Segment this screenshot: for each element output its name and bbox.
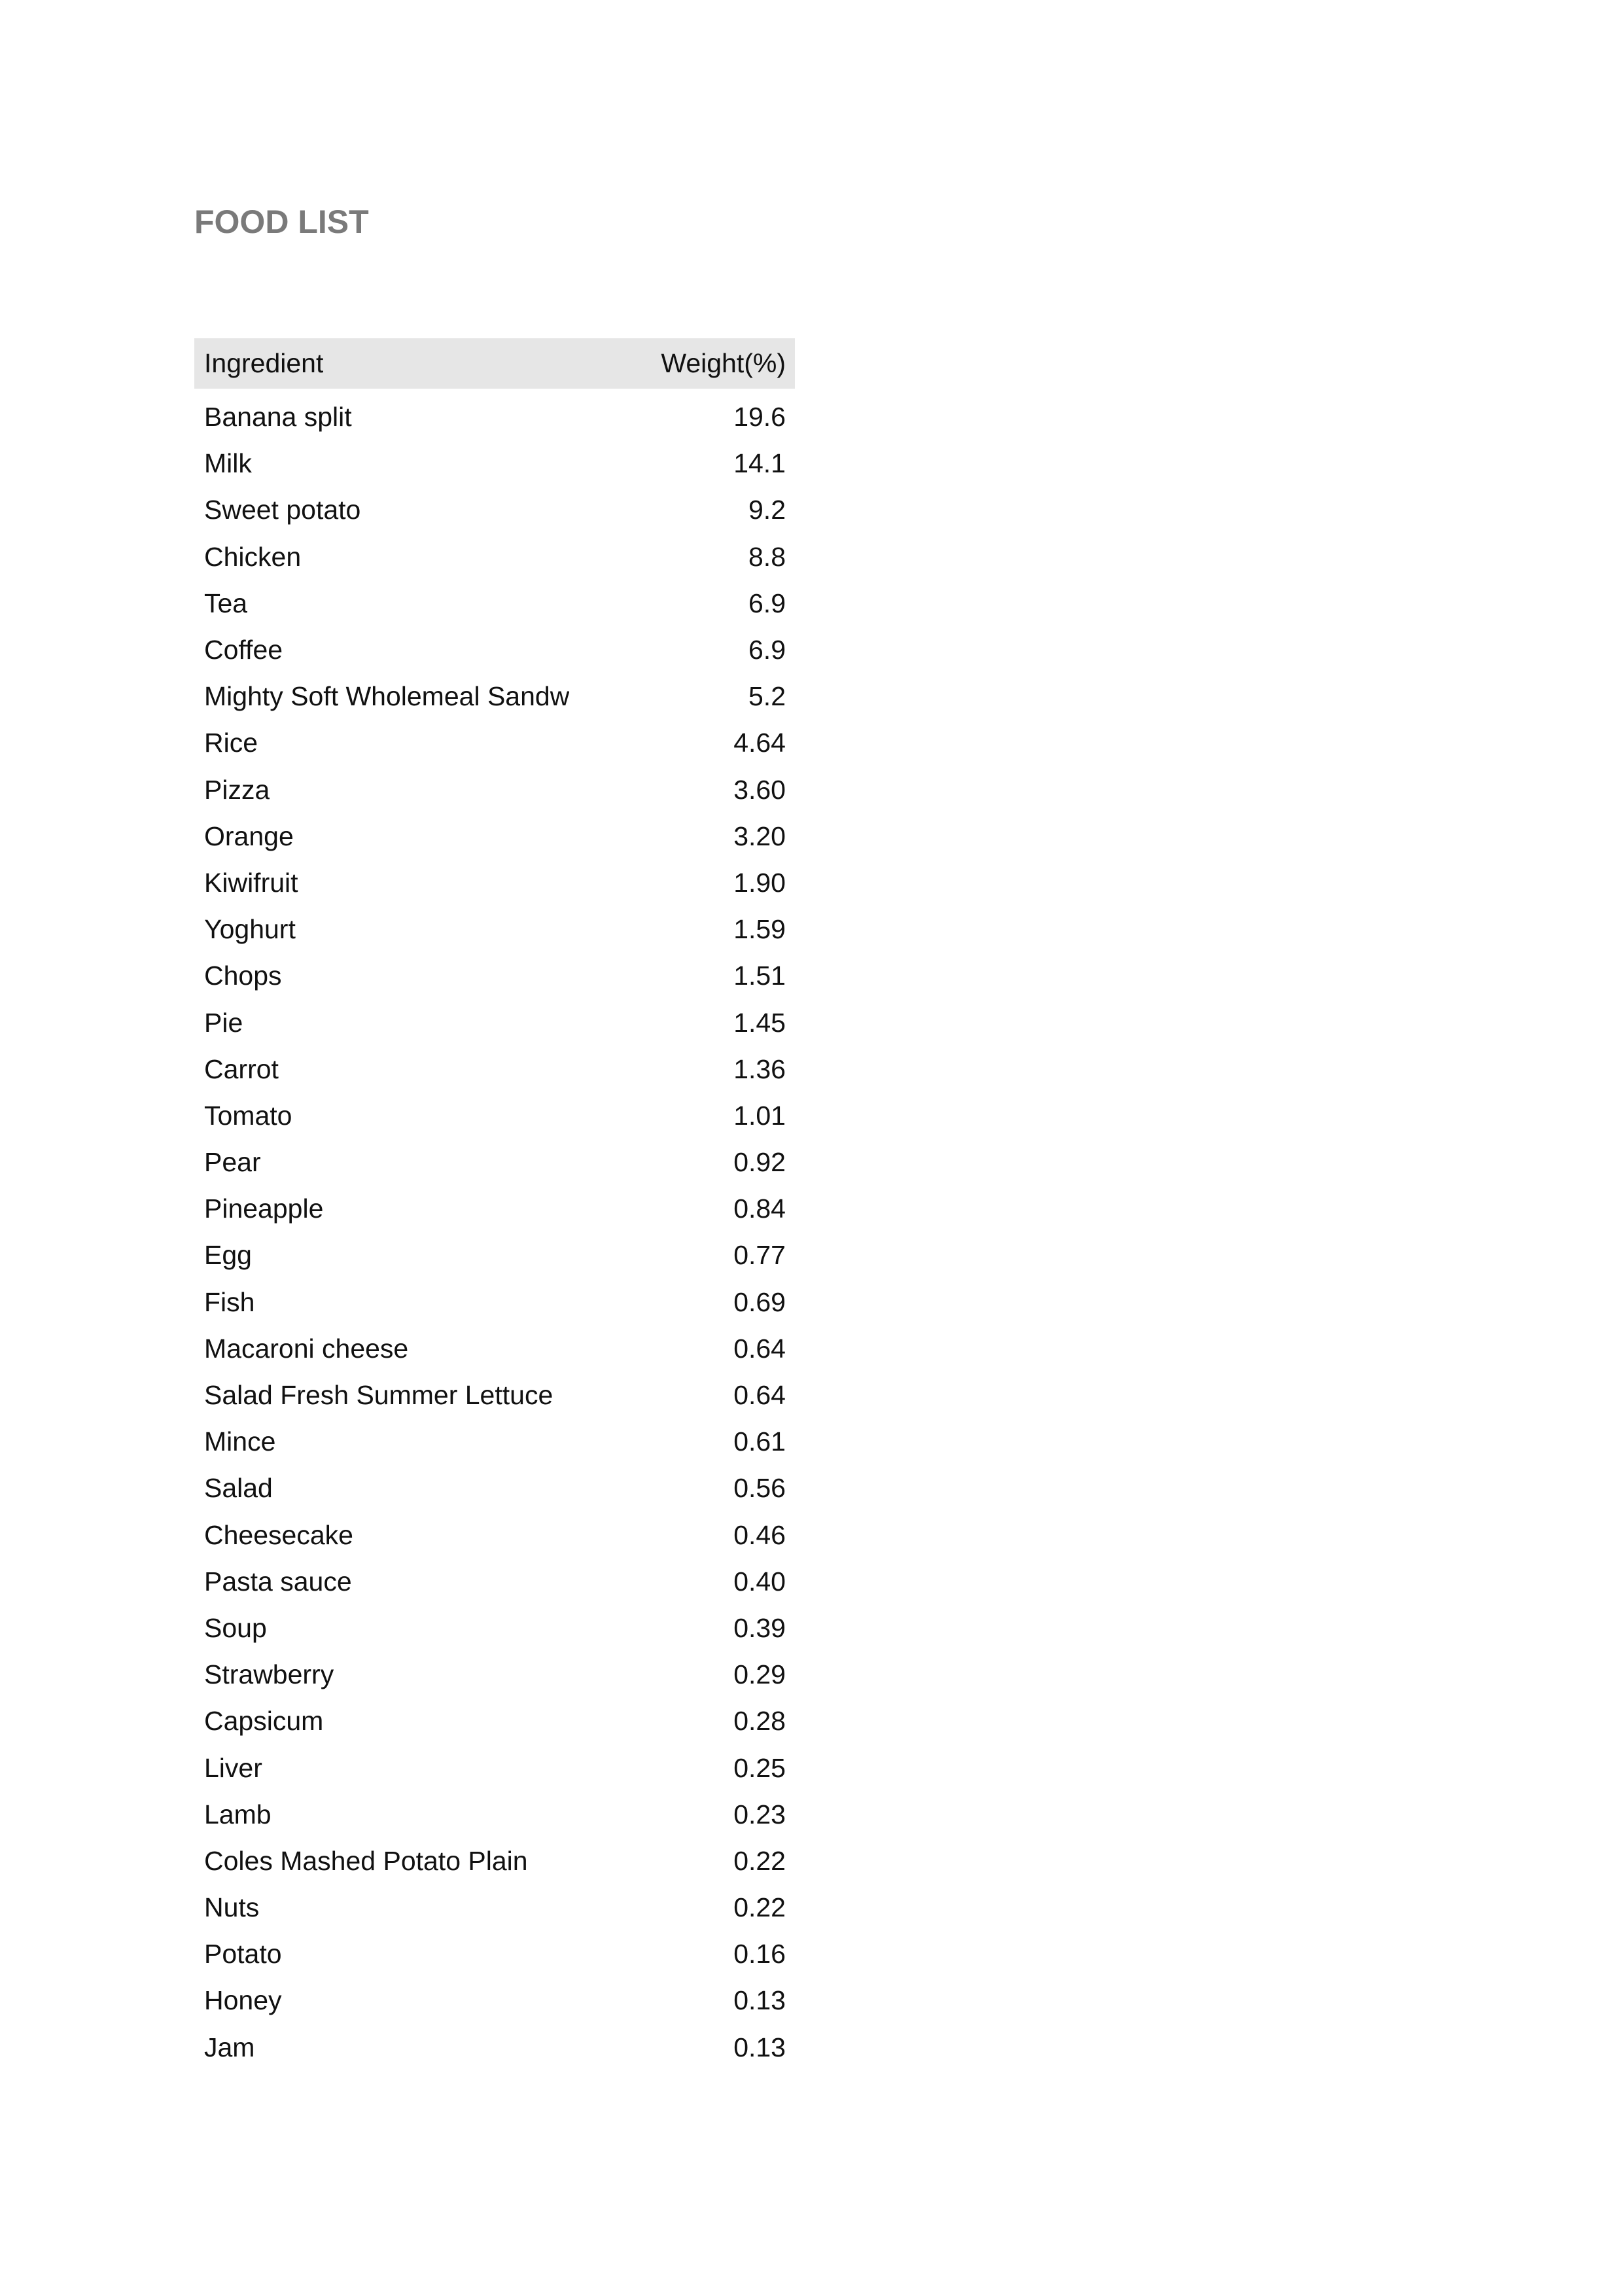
ingredient-name: Jam [204,2032,255,2062]
ingredient-weight: 1.51 [733,961,786,991]
table-row [194,860,795,906]
page-title: FOOD LIST [194,203,369,240]
table-row [194,906,795,953]
table-row [194,1559,795,1605]
ingredient-name: Lamb [204,1799,272,1829]
ingredient-weight: 4.64 [733,728,786,758]
ingredient-name: Potato [204,1939,282,1969]
table-row [194,1465,795,1511]
table-row [194,580,795,627]
table-row [194,767,795,813]
ingredient-weight: 0.92 [733,1147,786,1178]
table-row [194,534,795,580]
ingredient-name: Pear [204,1147,261,1178]
ingredient-name: Pasta sauce [204,1566,352,1597]
ingredient-weight: 0.77 [733,1240,786,1271]
ingredient-name: Pizza [204,774,270,805]
ingredient-weight: 14.1 [733,448,786,479]
ingredient-weight: 1.59 [733,914,786,945]
table-row [194,1838,795,1884]
table-row [194,487,795,533]
ingredient-weight: 5.2 [748,681,786,712]
table-row [194,1372,795,1419]
ingredient-weight: 0.13 [733,1985,786,2016]
ingredient-weight: 19.6 [733,402,786,433]
ingredient-name: Coffee [204,635,283,665]
ingredient-weight: 0.13 [733,2032,786,2062]
table-row [194,1326,795,1372]
ingredient-name: Yoghurt [204,914,296,945]
ingredient-weight: 6.9 [748,635,786,665]
ingredient-weight: 0.56 [733,1473,786,1504]
table-row [194,1419,795,1465]
ingredient-name: Liver [204,1752,262,1783]
ingredient-name: Soup [204,1612,267,1643]
ingredient-name: Coles Mashed Potato Plain [204,1845,528,1876]
ingredient-weight: 0.25 [733,1752,786,1783]
ingredient-weight: 1.36 [733,1053,786,1084]
ingredient-weight: 1.45 [733,1007,786,1038]
ingredient-name: Sweet potato [204,495,361,525]
ingredient-name: Tea [204,588,248,618]
table-row [194,1605,795,1651]
ingredient-weight: 0.61 [733,1426,786,1457]
table-row [194,2024,795,2071]
food-table [194,338,795,2071]
ingredient-name: Fish [204,1286,255,1317]
ingredient-weight: 1.90 [733,867,786,898]
ingredient-name: Capsicum [204,1706,324,1737]
ingredient-weight: 0.64 [733,1380,786,1411]
ingredient-name: Strawberry [204,1659,334,1690]
ingredient-column-header: Ingredient [204,348,324,378]
ingredient-name: Salad [204,1473,273,1504]
table-row [194,720,795,766]
ingredient-name: Cheesecake [204,1519,353,1550]
table-body [194,394,795,2071]
ingredient-name: Chicken [204,541,302,572]
ingredient-name: Chops [204,961,282,991]
table-row [194,1744,795,1791]
table-row [194,673,795,720]
table-row [194,1046,795,1093]
table-row [194,1232,795,1279]
ingredient-name: Mince [204,1426,276,1457]
table-row [194,627,795,673]
ingredient-weight: 0.39 [733,1612,786,1643]
table-row [194,1512,795,1559]
table-header [194,338,795,389]
ingredient-weight: 0.46 [733,1519,786,1550]
table-row [194,1931,795,1977]
ingredient-weight: 0.22 [733,1845,786,1876]
ingredient-weight: 0.69 [733,1286,786,1317]
ingredient-weight: 8.8 [748,541,786,572]
ingredient-weight: 0.16 [733,1939,786,1969]
ingredient-weight: 0.28 [733,1706,786,1737]
ingredient-name: Pineapple [204,1193,324,1224]
ingredient-weight: 3.60 [733,774,786,805]
table-row [194,999,795,1046]
ingredient-weight: 0.84 [733,1193,786,1224]
table-row [194,1651,795,1698]
ingredient-name: Tomato [204,1100,292,1131]
ingredient-name: Orange [204,821,294,851]
table-row [194,440,795,487]
ingredient-name: Milk [204,448,252,479]
ingredient-weight: 3.20 [733,821,786,851]
table-row [194,1139,795,1186]
ingredient-name: Salad Fresh Summer Lettuce [204,1380,553,1411]
ingredient-name: Carrot [204,1053,279,1084]
table-row [194,1093,795,1139]
table-row [194,953,795,999]
table-row [194,394,795,440]
table-row [194,1279,795,1326]
ingredient-name: Pie [204,1007,243,1038]
ingredient-name: Banana split [204,402,352,433]
ingredient-weight: 0.22 [733,1892,786,1923]
ingredient-name: Kiwifruit [204,867,298,898]
ingredient-name: Nuts [204,1892,260,1923]
table-row [194,1792,795,1838]
ingredient-weight: 0.64 [733,1333,786,1364]
table-row [194,1698,795,1744]
ingredient-weight: 0.29 [733,1659,786,1690]
weight-column-header: Weight(%) [661,348,786,378]
ingredient-weight: 1.01 [733,1100,786,1131]
ingredient-name: Egg [204,1240,252,1271]
ingredient-name: Honey [204,1985,282,2016]
table-row [194,1977,795,2024]
ingredient-weight: 0.23 [733,1799,786,1829]
ingredient-weight: 9.2 [748,495,786,525]
ingredient-name: Mighty Soft Wholemeal Sandw [204,681,570,712]
table-row [194,1186,795,1232]
table-row [194,813,795,860]
ingredient-weight: 0.40 [733,1566,786,1597]
table-row [194,1884,795,1931]
ingredient-name: Macaroni cheese [204,1333,409,1364]
ingredient-name: Rice [204,728,258,758]
ingredient-weight: 6.9 [748,588,786,618]
